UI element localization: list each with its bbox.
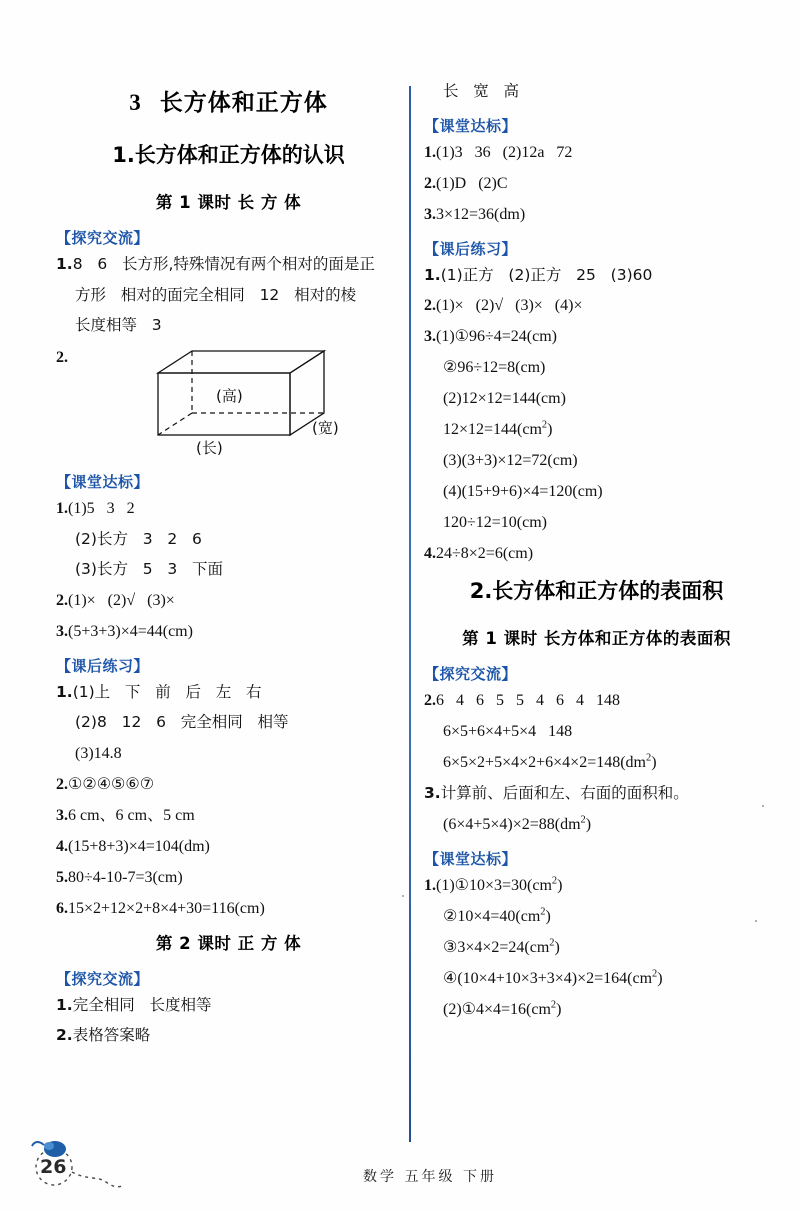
chapter-number: 3	[129, 90, 142, 115]
print-speck	[755, 920, 757, 922]
answer-text: 方形 相对的面完全相同 12 相对的棱	[75, 285, 357, 304]
answer-line	[424, 546, 769, 562]
answer-text: (1)上 下 前 后 左 右	[72, 682, 262, 701]
lesson-heading-surface: 第 1 课时 长方体和正方体的表面积	[462, 629, 731, 648]
answer-text: (1)× (2)√ (3)× (4)×	[436, 297, 583, 314]
footer-text: 数学 五年级 下册	[363, 1169, 497, 1185]
answer-text: $12\times 12=144(cm^2)$	[443, 419, 553, 438]
answer-line	[56, 562, 401, 578]
answer-line	[424, 484, 769, 500]
answer-line	[424, 453, 769, 469]
answer-label: 1.	[56, 682, 73, 701]
answer-line	[56, 624, 401, 640]
answer-text: $③3\times 4\times 2=24(cm^2)$	[443, 937, 560, 956]
answer-line	[56, 870, 401, 886]
answer-text: (3)长方 5 3 下面	[75, 560, 224, 578]
answer-line	[56, 777, 401, 793]
answer-line	[424, 968, 769, 987]
answer-label: 1.	[56, 499, 68, 517]
answer-text: $④(10\times 4+10\times 3+3\times 4)\times 2=164(cm^2)$	[443, 968, 663, 987]
chapter-heading	[56, 84, 401, 117]
label-width: (宽)	[312, 418, 339, 437]
answer-text: (1)5 3 2	[68, 499, 135, 517]
answer-line	[424, 265, 769, 284]
answer-line	[424, 360, 769, 376]
answer-line	[424, 298, 769, 314]
answer-text: 24÷8×2=6(cm)	[436, 545, 534, 562]
answer-line	[56, 715, 401, 731]
answer-label: 2.	[56, 775, 68, 793]
section-heading-1: 1.长方体和正方体的认识	[112, 143, 345, 167]
answer-line	[424, 937, 769, 956]
answer-line	[424, 724, 769, 740]
answer-line	[56, 808, 401, 824]
answer-text: 3×12=36(dm)	[436, 205, 526, 223]
answer-line	[424, 419, 769, 438]
answer-text: (2)长方 3 2 6	[75, 529, 202, 548]
answer-line	[56, 501, 401, 517]
answer-label: 3.	[56, 806, 68, 824]
right-column	[424, 84, 769, 1033]
block-heading-homework-cube: 【课后练习】	[424, 239, 518, 258]
answer-text: 15×2+12×2+8×4+30=116(cm)	[68, 899, 265, 917]
answer-line-continued	[424, 84, 769, 100]
answer-line	[56, 682, 401, 701]
answer-line	[56, 901, 401, 917]
answer-text: (5+3+3)×4=44(cm)	[68, 622, 193, 640]
answer-label: 2.	[56, 348, 68, 366]
answer-text: 6×5+6×4+5×4 148	[443, 723, 573, 740]
answer-text: ①②④⑤⑥⑦	[68, 775, 155, 793]
answer-label: 5.	[56, 868, 68, 886]
answer-label: 1.	[56, 995, 73, 1014]
answer-label: 4.	[56, 837, 68, 855]
answer-text: (1)①96÷4=24(cm)	[436, 328, 558, 345]
lesson-heading-1: 第 1 课时 长 方 体	[155, 193, 302, 212]
block-heading-explore: 【探究交流】	[56, 229, 150, 247]
answer-line	[56, 839, 401, 855]
answer-line	[424, 515, 769, 531]
answer-line	[56, 257, 401, 273]
answer-text: $(1)①10\times 3=30(cm^2)$	[436, 875, 563, 894]
answer-line	[424, 814, 769, 833]
answer-label: 3.	[424, 205, 436, 223]
page-number: 26	[40, 1156, 67, 1178]
left-column	[56, 84, 401, 1059]
answer-text: 8 6 长方形,特殊情况有两个相对的面是正	[72, 255, 375, 273]
block-heading-homework: 【课后练习】	[56, 656, 150, 675]
answer-line	[424, 786, 769, 802]
answer-text: (1)× (2)√ (3)×	[68, 591, 175, 609]
answer-label: 3.	[424, 784, 441, 802]
answer-line	[424, 906, 769, 925]
answer-text: (4)(15+9+6)×4=120(cm)	[443, 483, 603, 500]
block-heading-classwork-cube: 【课堂达标】	[424, 116, 518, 135]
answer-label: 1.	[56, 255, 73, 273]
answer-text: 长 宽 高	[443, 82, 520, 100]
flower-icon	[32, 1141, 66, 1157]
chapter-title: 长方体和正方体	[159, 90, 328, 116]
block-heading-explore-surface: 【探究交流】	[424, 665, 518, 683]
answer-label: 1.	[424, 265, 441, 284]
label-height: (高)	[216, 386, 243, 405]
lesson-heading-2: 第 2 课时 正 方 体	[155, 933, 302, 953]
answer-label: 3.	[56, 622, 68, 640]
answer-text: (1)D (2)C	[436, 174, 508, 192]
answer-text: (1)3 36 (2)12a 72	[436, 143, 573, 161]
answer-text: 6 cm、6 cm、5 cm	[68, 806, 195, 824]
answer-text: 表格答案略	[72, 1026, 151, 1044]
answer-text: 6 4 6 5 5 4 6 4 148	[436, 692, 620, 709]
answer-text: ②96÷12=8(cm)	[443, 359, 546, 376]
answer-text: (15+8+3)×4=104(dm)	[68, 837, 210, 855]
answer-text: (2)12×12=144(cm)	[443, 390, 566, 407]
answer-line	[56, 529, 401, 548]
answer-label: 1.	[424, 143, 436, 161]
answer-text: $②10\times 4=40(cm^2)$	[443, 906, 551, 925]
answer-label: 4.	[424, 545, 436, 562]
answer-line	[424, 391, 769, 407]
answer-text: 80÷4-10-7=3(cm)	[68, 868, 183, 886]
answer-line	[56, 593, 401, 609]
answer-line	[424, 875, 769, 894]
answer-label: 2.	[424, 692, 436, 709]
block-heading-explore-2: 【探究交流】	[56, 969, 150, 988]
cuboid-diagram	[134, 345, 384, 457]
answer-line	[56, 1028, 401, 1044]
answer-text: 完全相同 长度相等	[72, 995, 212, 1014]
answer-line	[424, 207, 769, 223]
answer-label: 3.	[424, 328, 436, 345]
answer-line	[424, 999, 769, 1018]
answer-line	[56, 995, 401, 1014]
block-heading-classwork: 【课堂达标】	[56, 472, 150, 491]
answer-line	[424, 329, 769, 345]
answer-text: $(2)①4\times 4=16(cm^2)$	[443, 999, 562, 1018]
answer-label: 2.	[424, 297, 436, 314]
answer-line	[56, 318, 401, 334]
answer-label: 6.	[56, 899, 68, 917]
cuboid-figure-row	[56, 349, 401, 461]
column-divider	[409, 86, 411, 1142]
label-length: (长)	[196, 438, 223, 457]
answer-text: (1)正方 (2)正方 25 (3)60	[440, 265, 653, 284]
answer-line	[424, 693, 769, 709]
answer-label: 2.	[56, 591, 68, 609]
answer-label: 2.	[56, 1026, 73, 1044]
answer-label: 2.	[424, 174, 436, 192]
answer-line	[56, 285, 401, 304]
answer-line	[424, 176, 769, 192]
answer-text: (2)8 12 6 完全相同 相等	[75, 713, 289, 731]
answer-text: $(6\times 4+5\times 4)\times 2=88(dm^2)$	[443, 814, 592, 833]
answer-line	[424, 145, 769, 161]
block-heading-classwork-surface: 【课堂达标】	[424, 849, 518, 868]
answer-text: (3)(3+3)×12=72(cm)	[443, 452, 578, 469]
answer-text: 120÷12=10(cm)	[443, 514, 548, 531]
answer-line	[56, 746, 401, 762]
print-speck	[402, 895, 404, 897]
answer-text: $6\times 5\times 2+5\times 4\times 2+6\times 4\times 2=148(dm^2)$	[443, 752, 657, 771]
answer-line	[424, 752, 769, 771]
section-heading-2: 2.长方体和正方体的表面积	[469, 579, 724, 603]
answer-text: 长度相等 3	[75, 316, 162, 334]
answer-text: 计算前、后面和左、右面的面积和。	[440, 784, 689, 802]
answer-text: (3)14.8	[75, 744, 122, 762]
print-speck	[762, 805, 764, 807]
answer-label: 1.	[424, 876, 436, 894]
